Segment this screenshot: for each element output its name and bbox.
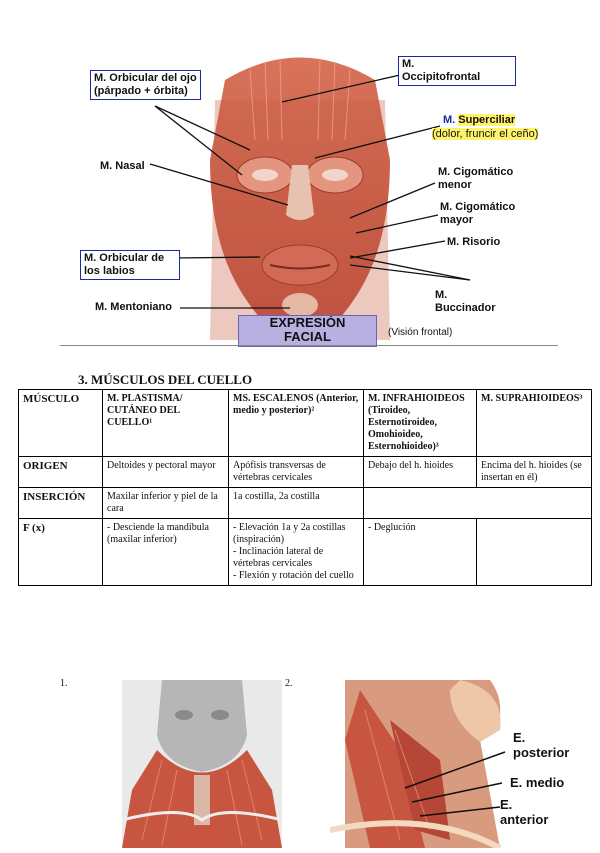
label-text: M.: [443, 114, 459, 126]
figure-number: 2.: [285, 678, 293, 689]
label-escaleno-medio: E. medio: [510, 775, 565, 790]
label-cigomatico-mayor: [440, 201, 515, 227]
table-header-row: [19, 390, 592, 457]
label-text: Occipitofrontal: [402, 71, 481, 83]
table-header-cell: MS. ESCALENOS (Anterior, medio y posterior)²: [229, 390, 364, 457]
expresion-facial-caption: [238, 315, 377, 347]
label-text: M.: [402, 58, 415, 70]
label-text: Superciliar: [458, 114, 516, 126]
table-header-cell: M. SUPRAHIOIDEOS³: [477, 390, 592, 457]
table-row: [19, 457, 592, 488]
label-orbicular-ojo: [90, 70, 201, 100]
label-buccinador: [435, 289, 496, 315]
table-cell: - Elevación 1a y 2a costillas (inspiración) - Inclinación lateral de vértebras cervicales - Flexión y rotación del cuello: [229, 519, 364, 586]
label-nasal: M. Nasal: [100, 160, 145, 172]
scalene-figure: [330, 680, 600, 848]
label-text: M. Orbicular de: [84, 252, 165, 264]
platysma-illustration: [122, 680, 282, 848]
label-text: (dolor, fruncir el ceño): [432, 128, 539, 140]
neck-muscles-table: [18, 389, 592, 586]
label-occipitofrontal: [398, 56, 516, 86]
label-text: M. Cigomático: [438, 166, 514, 178]
label-text: los labios: [84, 265, 135, 277]
label-superciliar: [443, 114, 515, 127]
label-text: Buccinador: [435, 302, 496, 314]
platysma-figure: [122, 680, 282, 848]
view-note: (Visión frontal): [388, 327, 453, 338]
label-orbicular-labios: [80, 250, 180, 280]
table-header-cell: M. INFRAHIOIDEOS (Tiroideo, Esternotiroideo, Omohioideo, Esternohioideo)³: [364, 390, 477, 457]
table-row-label: ORIGEN: [19, 457, 103, 488]
label-text: M. Cigomático: [440, 201, 516, 213]
table-header-cell: M. PLASTISMA/ CUTÁNEO DEL CUELLO¹: [103, 390, 229, 457]
table-cell: Deltoides y pectoral mayor: [103, 457, 229, 488]
table-cell: Maxilar inferior y piel de la cara: [103, 488, 229, 519]
label-superciliar-note: [432, 128, 538, 141]
table-row: [19, 519, 592, 586]
label-escaleno-posterior: E. posterior: [513, 730, 570, 760]
label-risorio: M. Risorio: [447, 236, 501, 248]
label-text: M.: [435, 289, 448, 301]
table-cell: Debajo del h. hioides: [364, 457, 477, 488]
caption-line: FACIAL: [284, 329, 331, 344]
label-text: mayor: [440, 214, 474, 226]
table-cell: [364, 488, 592, 519]
table-cell: - Desciende la mandíbula (maxilar inferior): [103, 519, 229, 586]
table-cell: 1a costilla, 2a costilla: [229, 488, 364, 519]
table-row-label: F (x): [19, 519, 103, 586]
figure-number: 1.: [60, 678, 68, 689]
section-title: 3. MÚSCULOS DEL CUELLO: [78, 372, 253, 387]
table-cell: Encima del h. hioides (se insertan en él): [477, 457, 592, 488]
table-cell: Apófisis transversas de vértebras cervicales: [229, 457, 364, 488]
label-text: (párpado + órbita): [94, 85, 188, 97]
table-cell: [477, 519, 592, 586]
label-text: menor: [438, 179, 472, 191]
label-text: M. Orbicular del ojo: [94, 72, 197, 84]
table-header-cell: MÚSCULO: [19, 390, 103, 457]
label-mentoniano: M. Mentoniano: [95, 301, 172, 313]
label-cigomatico-menor: [438, 166, 513, 192]
table-cell: - Deglución: [364, 519, 477, 586]
table-row-label: INSERCIÓN: [19, 488, 103, 519]
divider: [60, 345, 558, 346]
caption-line: EXPRESIÓN: [269, 315, 346, 330]
table-row: [19, 488, 592, 519]
facial-muscles-figure: [60, 40, 560, 345]
label-escaleno-anterior: E. anterior: [500, 797, 549, 827]
